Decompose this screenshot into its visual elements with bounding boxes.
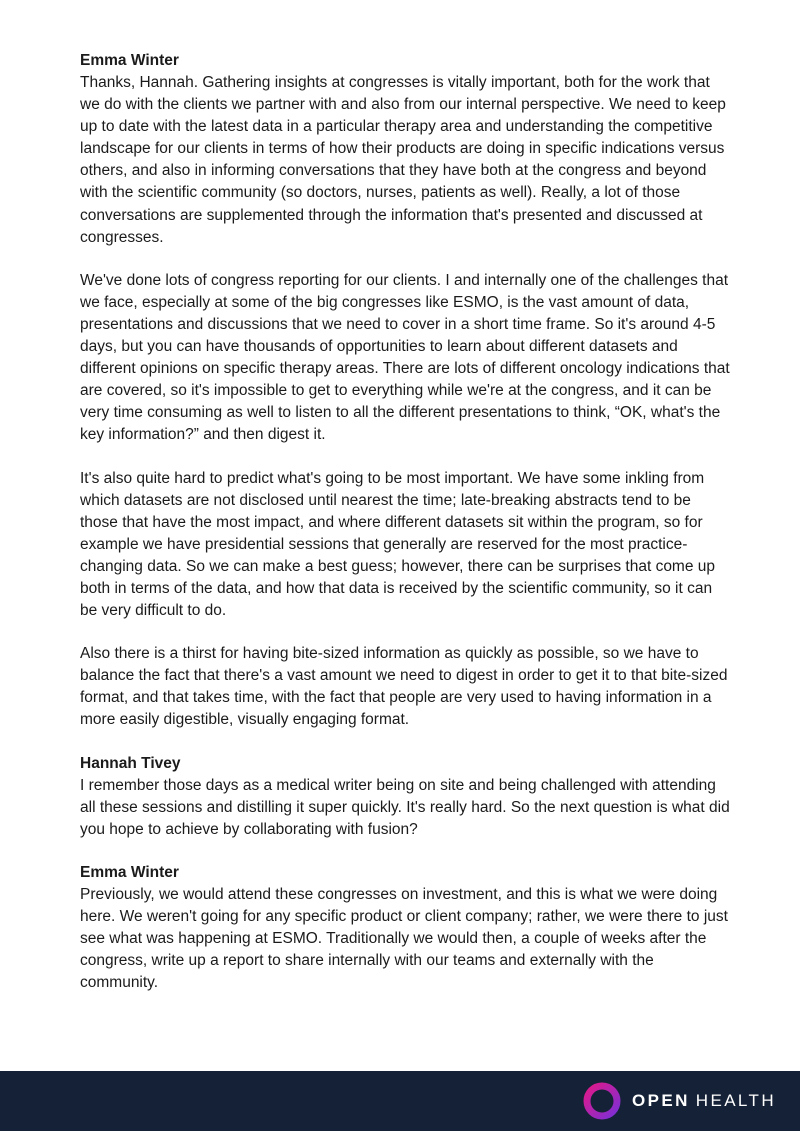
speaker-name: Emma Winter — [80, 52, 179, 69]
logo-word-open: OPEN — [632, 1091, 690, 1110]
logo-wordmark — [632, 1091, 776, 1111]
paragraph: I remember those days as a medical writer being on site and being challenged with attending all these sessions and distilling it super quickly. It's really hard. So the next question is what did you hope to achieve by collaborating with fusion? — [80, 776, 730, 838]
speaker-block — [80, 50, 730, 249]
logo-word-health: HEALTH — [695, 1091, 776, 1110]
paragraph: Thanks, Hannah. Gathering insights at congresses is vitally important, both for the work that we do with the clients we partner with and also from our internal perspective. We need to keep up to date with the latest data in a particular therapy area and understanding the competitive landscape for our clients in terms of how their products are doing in specific indications versus others, and also in informing conversations that they have both at the congress and beyond with the scientific community (so doctors, nurses, patients as well). Really, a lot of those conversations are supplemented through the information that's presented and discussed at congresses. — [80, 74, 726, 246]
paragraph-block — [80, 643, 730, 731]
speaker-block — [80, 862, 730, 994]
footer-bar — [0, 1071, 800, 1131]
speaker-block — [80, 753, 730, 841]
paragraph: We've done lots of congress reporting for our clients. I and internally one of the challenges that we face, especially at some of the big congresses like ESMO, is the vast amount of data, presentations and discussions that we need to cover in a short time frame. So it's around 4-5 days, but you can have thousands of opportunities to learn about different datasets and different opinions on specific therapy areas. There are lots of different oncology indications that are covered, so it's impossible to get to everything while we're at the congress, and it can be very time consuming as well to listen to all the different presentations to think, “OK, what's the key information?” and then digest it. — [80, 271, 730, 444]
paragraph: Previously, we would attend these congresses on investment, and this is what we were doing here. We weren't going for any specific product or client company; rather, we were there to just see what was happening at ESMO. Traditionally we would then, a couple of weeks after the congress, write up a report to share internally with our teams and externally with the community. — [80, 885, 728, 992]
paragraph: Also there is a thirst for having bite-sized information as quickly as possible, so we have to balance the fact that there's a vast amount we need to digest in order to get it to that bite-sized format, and that takes time, with the fact that people are very used to having information in a more easily digestible, visually engaging format. — [80, 645, 728, 729]
open-health-logo — [582, 1081, 776, 1121]
paragraph-block — [80, 468, 730, 623]
paragraph-block — [80, 270, 730, 447]
speaker-name: Hannah Tivey — [80, 754, 181, 772]
speaker-name: Emma Winter — [80, 863, 179, 881]
ring-logo-icon — [582, 1081, 622, 1121]
transcript — [80, 50, 730, 1015]
paragraph: It's also quite hard to predict what's going to be most important. We have some inkling from which datasets are not disclosed until nearest the time; late-breaking abstracts tend to be those that have the most impact, and where different datasets sit within the program, so for example we have presidential sessions that generally are reserved for the most practice-changing data. So we can make a best guess; however, there can be surprises that come up both in terms of the data, and how that data is received by the scientific community, so it can be very difficult to do. — [80, 469, 716, 620]
